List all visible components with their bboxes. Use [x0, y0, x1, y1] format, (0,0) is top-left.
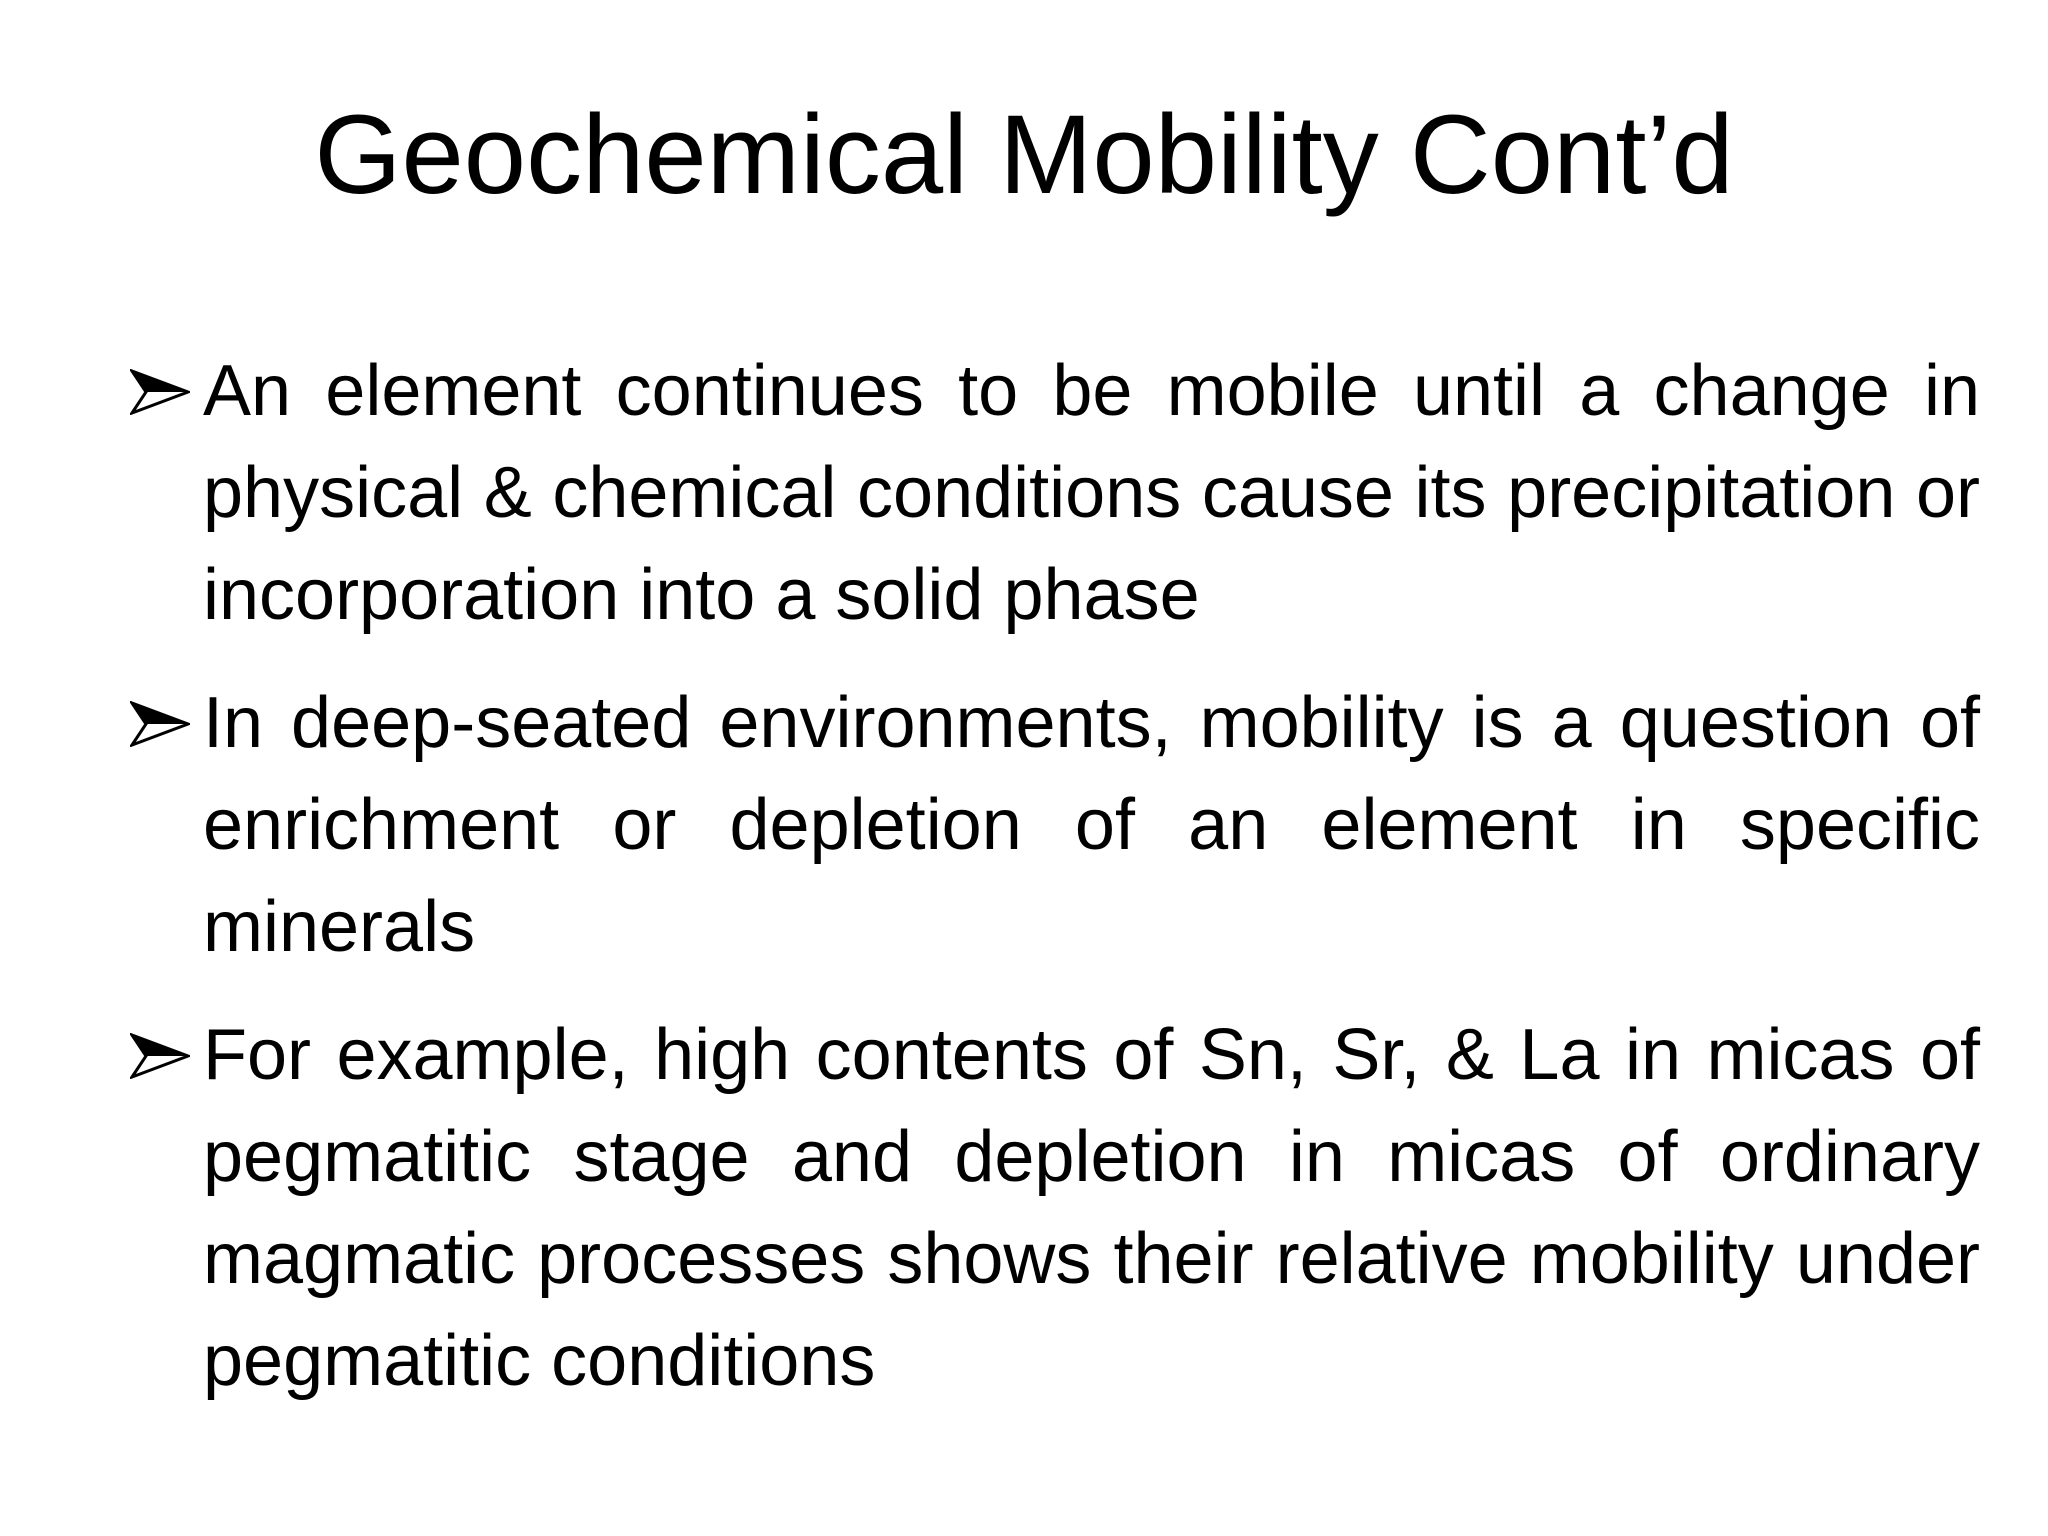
bullet-item	[130, 1004, 1980, 1412]
bullet-text: An element continues to be mobile until a change in physical & chemical conditions cause its precipitation or incorporation into a solid phase	[203, 351, 1980, 635]
arrowhead-bullet-icon	[130, 701, 190, 747]
bullet-item	[130, 672, 1980, 978]
bullet-item	[130, 340, 1980, 646]
slide-title: Geochemical Mobility Cont’d	[314, 92, 1734, 217]
arrowhead-bullet-icon	[130, 1033, 190, 1079]
bullet-list	[130, 340, 1980, 1438]
bullet-text: For example, high contents of Sn, Sr, & La in micas of pegmatitic stage and depletion in micas of ordinary magmatic processes shows their relative mobility under pegmatitic conditions	[203, 1015, 1980, 1401]
bullet-text: In deep-seated environments, mobility is a question of enrichment or depletion of an element in specific minerals	[203, 683, 1980, 967]
arrowhead-bullet-icon	[130, 369, 190, 415]
